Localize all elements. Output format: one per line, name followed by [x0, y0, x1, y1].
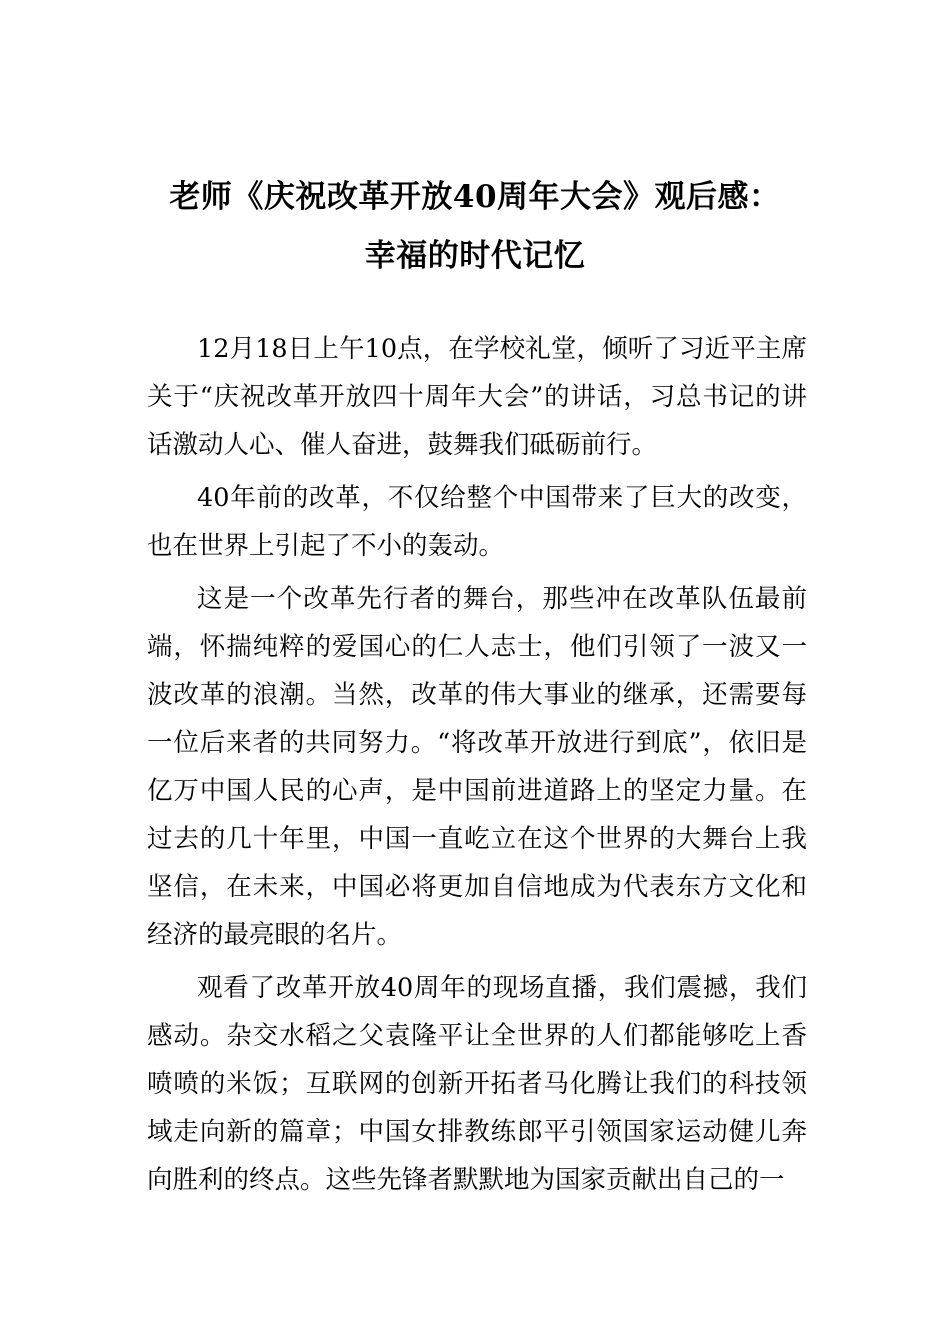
title-line-2: 幸福的时代记忆 — [364, 238, 586, 274]
paragraph-4: 观看了改革开放40周年的现场直播，我们震撼，我们感动。杂交水稻之父袁隆平让全世界的人们都能够吃上香喷喷的米饭；互联网的创新开拓者马化腾让我们的科技领域走向新的篇章；中国女排教练郎平引领国家运动健儿奔向胜利的终点。这些先锋者默默地为国家贡献出自己的一 — [147, 973, 807, 1195]
document-body — [147, 325, 807, 1209]
title-line-1: 老师《庆祝改革开放40周年大会》观后感： — [169, 179, 781, 215]
paragraph-3: 这是一个改革先行者的舞台，那些冲在改革队伍最前端，怀揣纯粹的爱国心的仁人志士，他们引领了一波又一波改革的浪潮。当然，改革的伟大事业的继承，还需要每一位后来者的共同努力。“将改革开放进行到底”，依旧是亿万中国人民的心声，是中国前进道路上的坚定力量。在过去的几十年里，中国一直屹立在这个世界的大舞台上我坚信，在未来，中国必将更加自信地成为代表东方文化和经济的最亮眼的名片。 — [147, 584, 807, 950]
paragraph-2: 40年前的改革，不仅给整个中国带来了巨大的改变，也在世界上引起了不小的轰动。 — [147, 483, 807, 561]
document-title — [100, 168, 850, 286]
paragraph-1: 12月18日上午10点，在学校礼堂，倾听了习近平主席关于“庆祝改革开放四十周年大会”的讲话，习总书记的讲话激动人心、催人奋进，鼓舞我们砥砺前行。 — [147, 334, 807, 460]
